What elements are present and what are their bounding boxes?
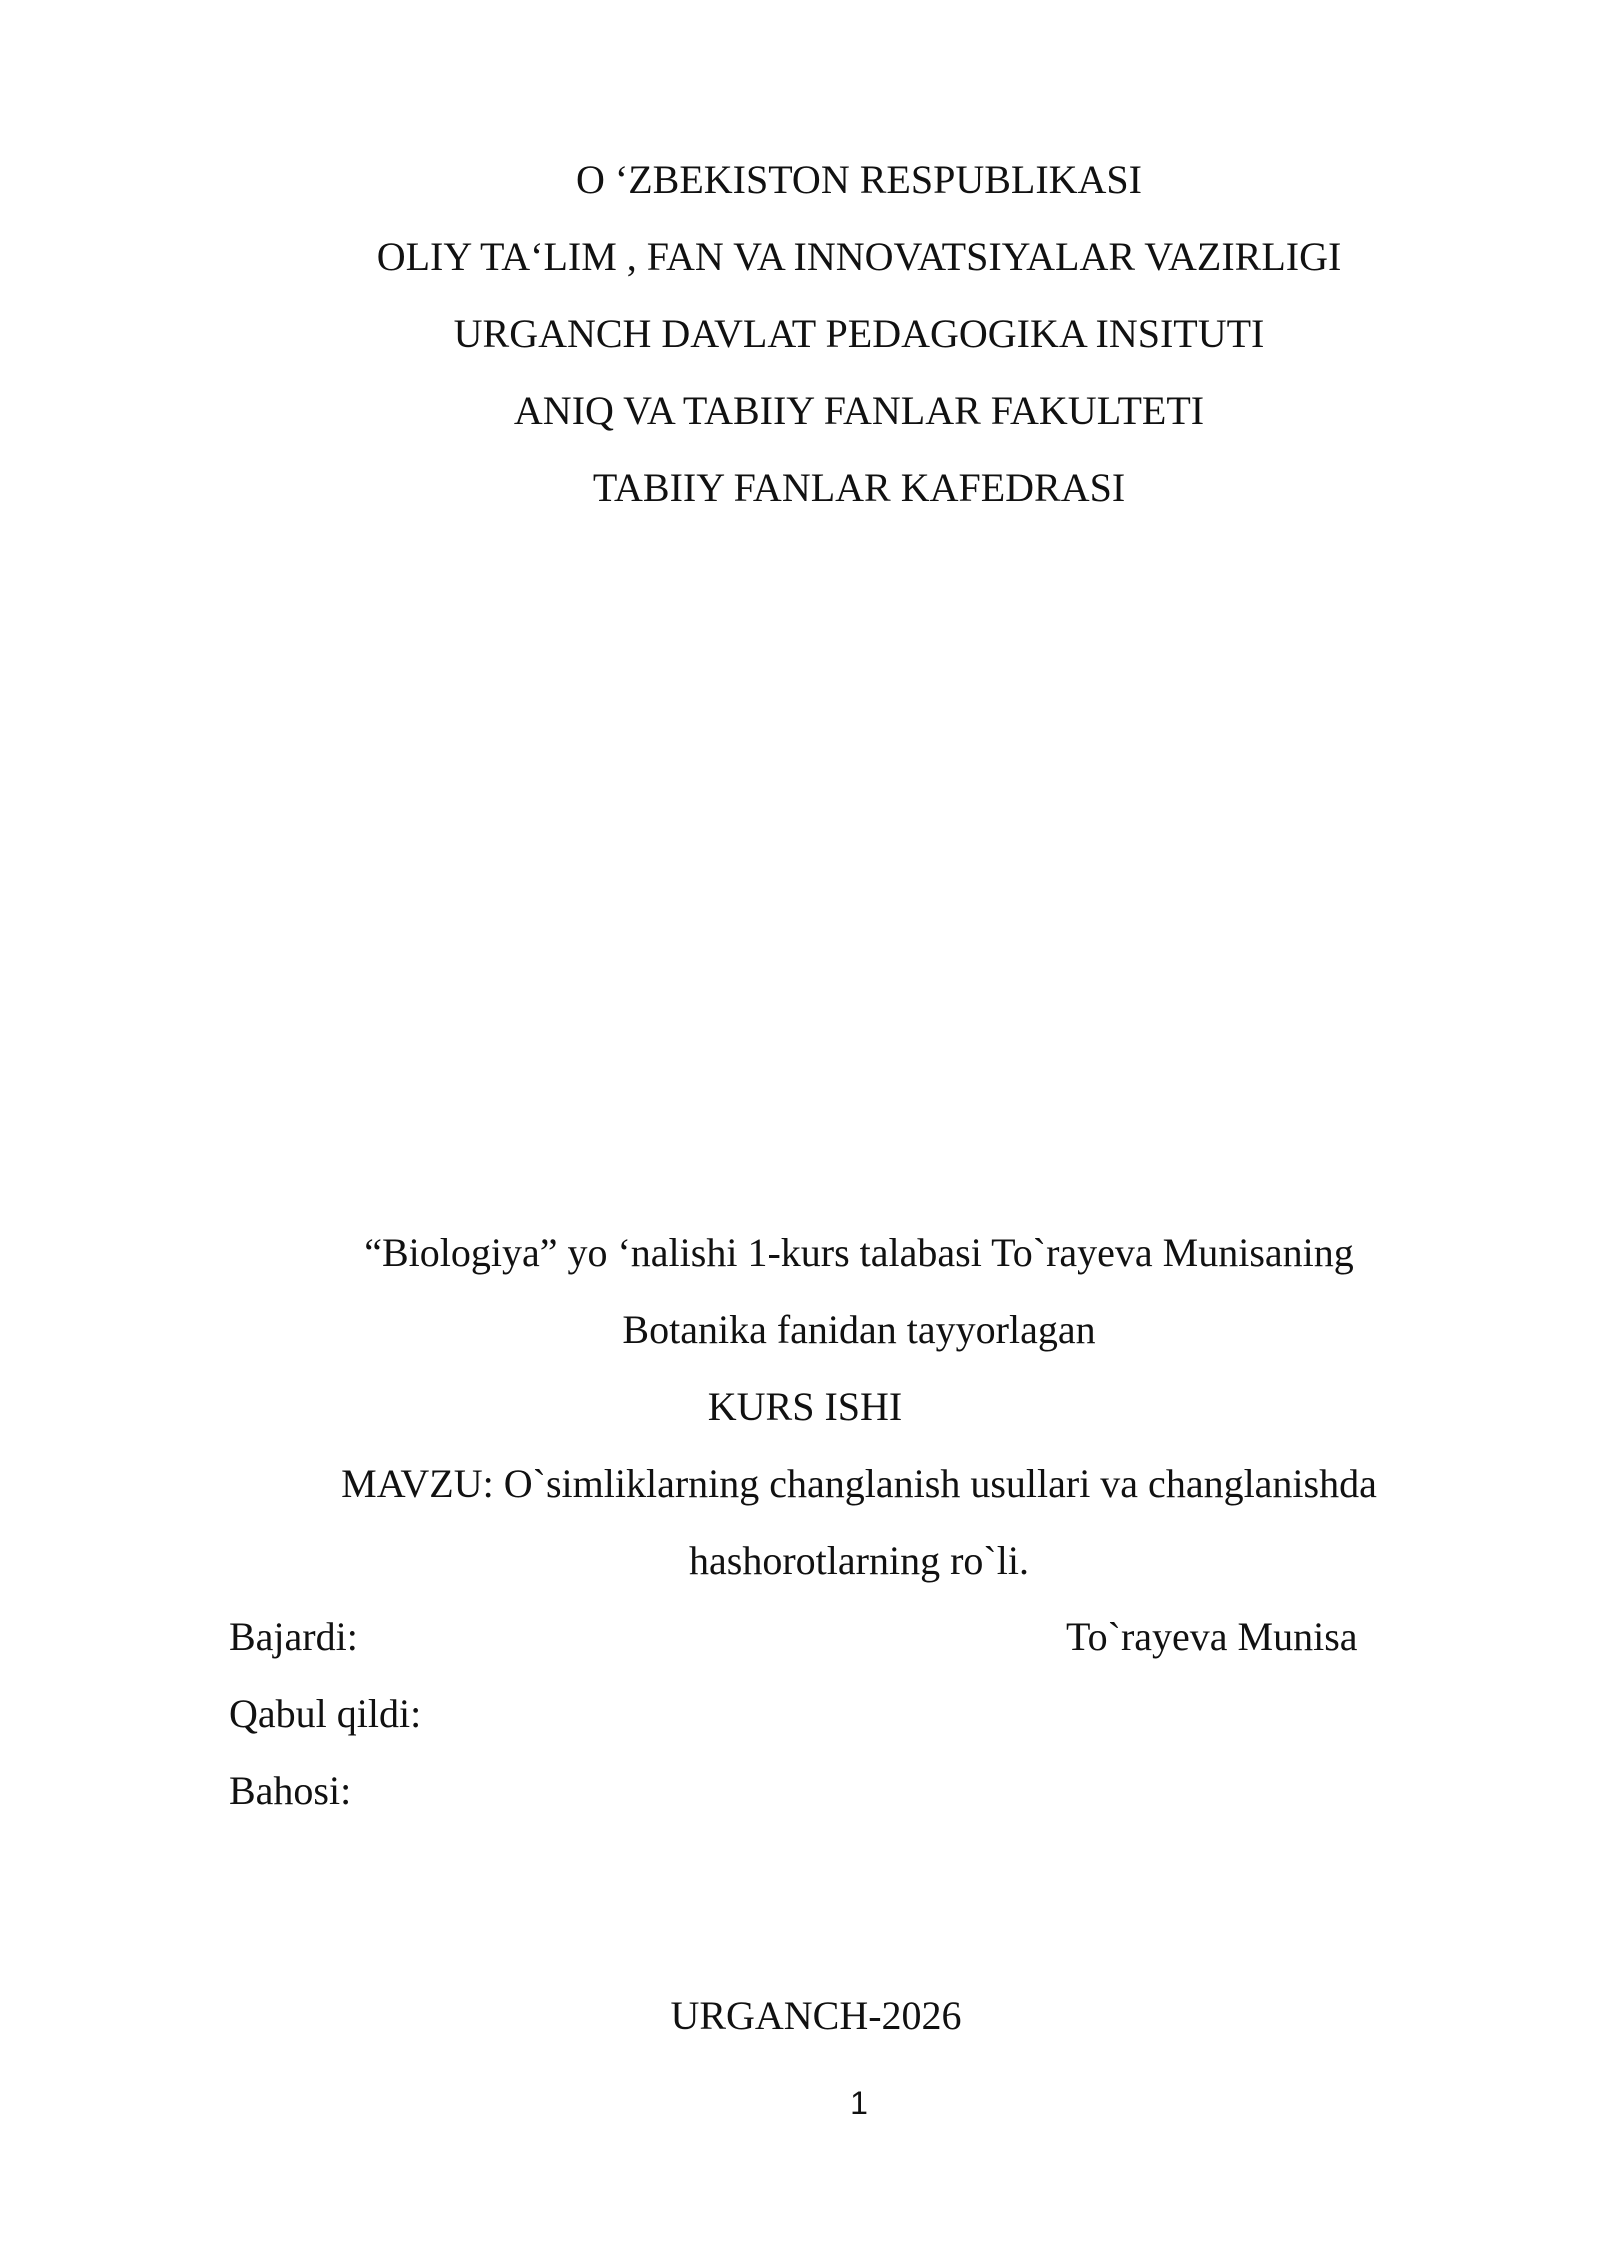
accepted-label: Qabul qildi: [229,1691,422,1736]
page-number: 1 [850,2085,868,2121]
header-country: O ‘ZBEKISTON RESPUBLIKASI [576,157,1142,202]
student-line: “Biologiya” yo ‘nalishi 1-kurs talabasi To`rayeva Munisaning [364,1230,1354,1275]
work-type: KURS ISHI [707,1384,903,1429]
grade-label: Bahosi: [229,1768,352,1813]
header-ministry: OLIY TA‘LIM , FAN VA INNOVATSIYALAR VAZIRLIGI [376,234,1342,279]
subject-line: Botanika fanidan tayyorlagan [622,1307,1096,1352]
header-institute: URGANCH DAVLAT PEDAGOGIKA INSITUTI [453,311,1265,356]
topic-line-2: hashorotlarning ro`li. [689,1538,1029,1583]
header-faculty: ANIQ VA TABIIY FANLAR FAKULTETI [513,388,1205,433]
topic-line-1: MAVZU: O`simliklarning changlanish usullari va changlanishda [341,1461,1377,1506]
city-year: URGANCH-2026 [670,1993,962,2038]
header-department: TABIIY FANLAR KAFEDRASI [592,465,1126,510]
done-value: To`rayeva Munisa [1066,1614,1358,1659]
done-label: Bajardi: [229,1614,358,1659]
